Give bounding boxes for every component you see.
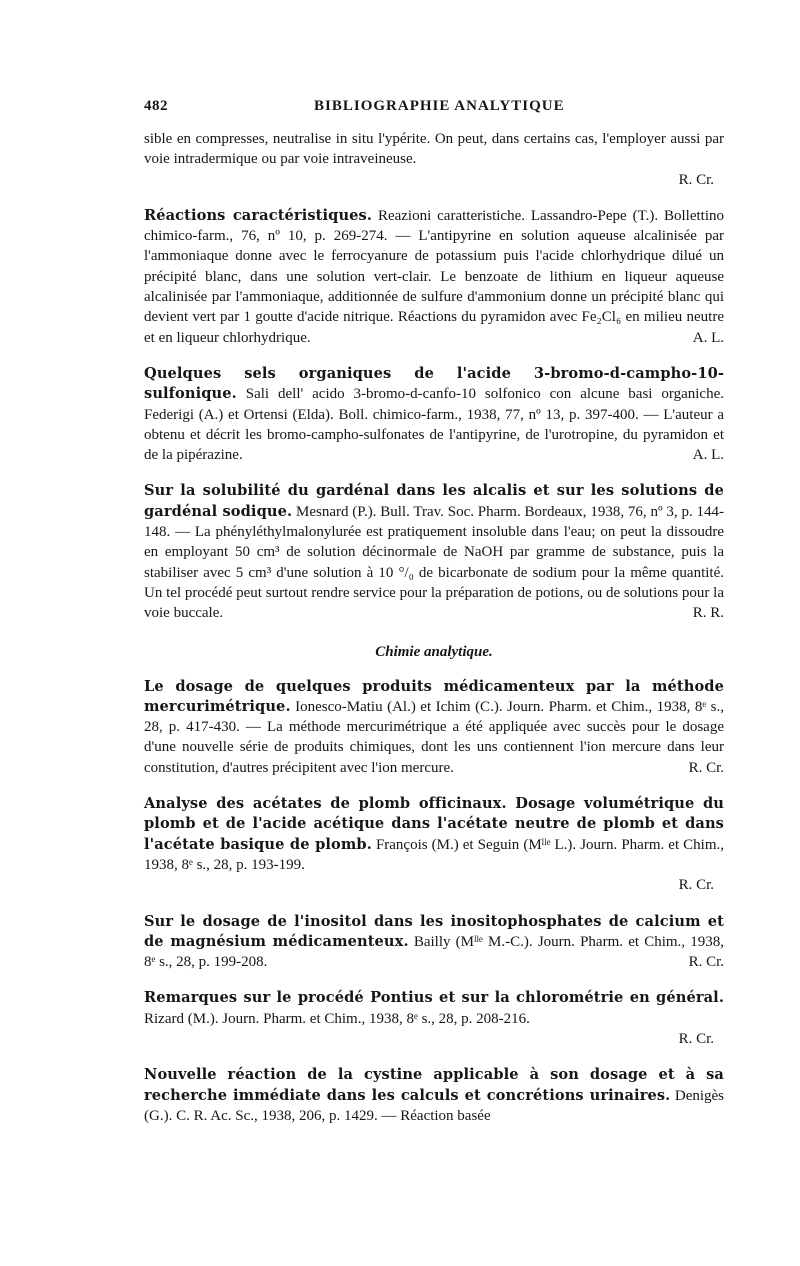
entry-title: Sur le dosage de l'inositol dans les inositophosphates de calcium et de magnésium médicamenteux.	[144, 912, 724, 950]
entry-signature: R. Cr.	[688, 759, 724, 776]
entry-cystine	[144, 1065, 724, 1126]
entry-body: Mesnard (P.). Bull. Trav. Soc. Pharm. Bordeaux, 1938, 76, nº 3, p. 144-148. — La phényléthylmalonylurée est pratiquement insoluble dans l'eau; on peut la dissoudre en employant 50 cm³ de solution décinormale de NaOH par gramme de substance, puis la stabiliser avec 5 cm³ d'une solution à 10 °/₀ de bicarbonate de sodium pour la même quantité. Un tel procédé peut surtout rendre service pour la préparation de potions, ou de solutions pour la voie buccale.	[144, 503, 725, 622]
entry-body: Bailly (Mˡˡᵉ M.-C.). Journ. Pharm. et Chim., 1938, 8ᵉ s., 28, p. 199-208.	[144, 933, 725, 971]
entry-mercurimetrique	[144, 677, 724, 778]
page-number: 482	[144, 98, 168, 114]
running-title: BIBLIOGRAPHIE ANALYTIQUE	[314, 98, 565, 114]
entry-title: Remarques sur le procédé Pontius et sur la chlorométrie en général.	[144, 989, 724, 1007]
entry-signature: A. L.	[692, 447, 724, 464]
entry-body: François (M.) et Seguin (Mˡˡᵉ L.). Journ. Pharm. et Chim., 1938, 8ᵉ s., 28, p. 193-199.	[144, 836, 724, 873]
entry-acetates-plomb	[144, 794, 724, 895]
page-header	[144, 98, 724, 115]
entry-chlorometrie	[144, 988, 724, 1049]
entry-reactions	[144, 206, 724, 348]
entry-title: Analyse des acétates de plomb officinaux. Dosage volumétrique du plomb et de l'acide acétique dans l'acétate neutre de plomb et dans l'acétate basique de plomb.	[144, 795, 724, 853]
entry-signature: R. Cr.	[678, 877, 714, 894]
entry-signature: R. R.	[692, 605, 724, 622]
entry-body: Ionesco-Matiu (Al.) et Ichim (C.). Journ. Pharm. et Chim., 1938, 8ᵉ s., 28, p. 417-430. — La méthode mercurimétrique a été appliquée avec succès pour le dosage d'une nouvelle série de produits chimiques, dont les uns contiennent l'ion mercure dans leur constitution, d'autres précipitent avec l'ion mercure.	[144, 698, 724, 776]
intro-paragraph: sible en compresses, neutralise in situ l'ypérite. On peut, dans certains cas, l'employer aussi par voie intradermique ou par voie intraveineuse.	[144, 131, 724, 168]
entry-gardenal	[144, 481, 724, 623]
entry-body: Rizard (M.). Journ. Pharm. et Chim., 1938, 8ᵉ s., 28, p. 208-216.	[144, 1010, 530, 1027]
entry-inositol	[144, 912, 724, 973]
document-page	[144, 98, 724, 1126]
entry-signature: A. L.	[692, 329, 724, 346]
entry-body: Denigès (G.). C. R. Ac. Sc., 1938, 206, p. 1429. — Réaction basée	[144, 1087, 725, 1124]
entry-body: Sali dell' acido 3-bromo-d-canfo-10 solfonico con alcune basi organiche. Federigi (A.) et Ortensi (Elda). Boll. chimico-farm., 1938, 77, nº 13, p. 397-400. — L'auteur a obtenu et décrit les bromo-campho-sulfonates de l'antipyrine, de l'urotropine, du pyramidon et de la pipérazine.	[144, 386, 724, 464]
entry-title: Réactions caractéristiques.	[144, 206, 373, 224]
entry-title: Nouvelle réaction de la cystine applicable à son dosage et à sa recherche immédiate dans les calculs et concrétions urinaires.	[144, 1066, 724, 1104]
entry-bromo-campho	[144, 364, 724, 465]
entry-title: Le dosage de quelques produits médicamenteux par la méthode mercurimétrique.	[144, 677, 724, 715]
entry-body: Reazioni caratteristiche. Lassandro-Pepe (T.). Bollettino chimico-farm., 76, nº 10, p. 269-274. — L'antipyrine en solution aqueuse alcalinisée par l'ammoniaque donne avec le ferrocyanure de potassium puis l'acide chlorhydrique dilué un précipité blanc, dans une solution vert-clair. Le benzoate de lithium en liqueur aqueuse alcalinisée par l'ammoniaque, additionnée de sulfure d'ammonium donne un précipité blanc qui devient vert par 1 goutte d'acide nitrique. Réactions du pyramidon avec Fe₂Cl₆ en milieu neutre et en liqueur chlorhydrique.	[144, 207, 724, 346]
entry-signature: R. Cr.	[688, 954, 724, 971]
intro-signature: R. Cr.	[678, 171, 714, 188]
section-title: Chimie analytique.	[375, 643, 493, 660]
entry-title: Sur la solubilité du gardénal dans les alcalis et sur les solutions de gardénal sodique.	[144, 482, 724, 520]
entry-signature: R. Cr.	[678, 1030, 714, 1047]
entry-title: Quelques sels organiques de l'acide 3-bromo-d-campho-10-sulfonique.	[144, 364, 724, 403]
